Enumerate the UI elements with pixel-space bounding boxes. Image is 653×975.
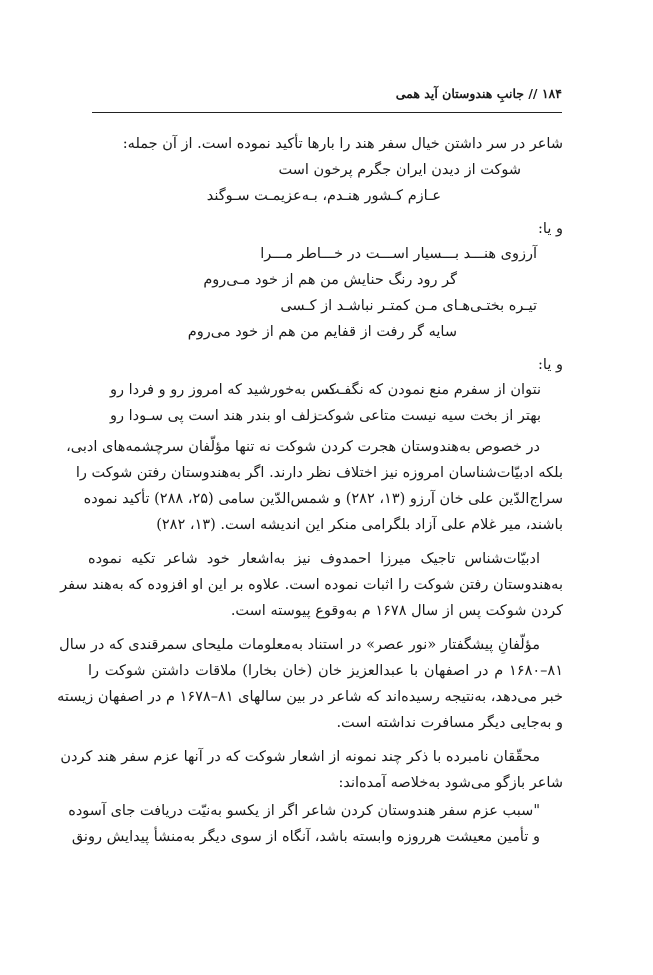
paragraph-3-line-1: مؤلّفانِ پیشگفتار «نور عصر» در استناد به‌معلومات ملیحای سمرقندی که در سال xyxy=(59,637,540,653)
quote-line-1: "سبب عزم سفر هندوستان کردن شاعر اگر از یکسو به‌نیّت دریافت جای آسوده xyxy=(68,803,540,819)
paragraph-3-line-4: و به‌جایی دیگر مسافرت نداشته است. xyxy=(336,715,563,731)
quote-line-2: و تأمین معیشت هرروزه وابسته باشد، آنگاه از سوی دیگر به‌منشأ پیدایش رونق xyxy=(71,829,540,845)
verse-3a-left: کس به‌خورشید که امروز رو و فردا رو xyxy=(110,382,336,398)
or-label-1: و یا: xyxy=(538,221,563,237)
verse-3a-right: نتوان از سفرم منع نمودن که نگفـت xyxy=(325,382,541,398)
paragraph-1-line-2: بلکه ادبیّات‌شناسان امروزه نیز اختلاف نظر دارند. اگر به‌هندوستان رفتن شوکت را xyxy=(75,465,563,481)
verse-2d: سایه گر رفت از قفایم من هم از خود می‌روم xyxy=(187,324,457,340)
page-number: ۱۸۴ xyxy=(541,86,562,101)
paragraph-1-line-3: سراج‌الدّین علی خان آرزو (۱۳، ۲۸۲) و شمس‌الدّین سامی (۲۵، ۲۸۸) تأکید نموده xyxy=(83,491,563,507)
header-rule xyxy=(92,112,562,113)
paragraph-2-line-1: ادبیّات‌شناس تاجیک میرزا احمدوف نیز به‌اشعار خود شاعر تکیه نموده xyxy=(88,551,540,567)
header-separator: // xyxy=(528,86,538,101)
or-label-2: و یا: xyxy=(538,357,563,373)
paragraph-1-line-1: در خصوص به‌هندوستان هجرت کردن شوکت نه تنها مؤلّفان سرچشمه‌های ادبی، xyxy=(66,439,540,455)
verse-1a: شوکت از دیدن ایران جگرم پرخون است xyxy=(278,162,521,178)
verse-3b-right: بهتر از بخت سیه نیست متاعی شوکت xyxy=(313,408,541,424)
verse-1b: عـازم کـشور هنـدم، بـه‌عزیمـت سـوگند xyxy=(206,188,441,204)
running-title: جانبِ هندوستان آید همی xyxy=(395,86,524,101)
paragraph-4-line-2: شاعر بازگو می‌شود به‌خلاصه آمده‌اند: xyxy=(338,775,563,791)
paragraph-4-line-1: محقّقان نامبرده با ذکر چند نمونه از اشعار شوکت که در آنها عزم سفر هند کردن xyxy=(60,749,540,765)
verse-3b-left: زلف او بندر هند است پی سـودا رو xyxy=(110,408,318,424)
verse-2b: گر رود رنگ حنایش من هم از خود مـی‌روم xyxy=(203,272,457,288)
running-header xyxy=(92,86,562,108)
paragraph-1-line-4: باشند، میر غلام علی آزاد بلگرامی منکر این اندیشه است. (۱۳، ۲۸۲) xyxy=(156,517,563,533)
paragraph-2-line-3: کردن شوکت پس از سال ۱۶۷۸ م به‌وقوع پیوسته است. xyxy=(230,603,563,619)
paragraph-3-line-3: خبر می‌دهد، به‌نتیجه رسیده‌اند که شاعر در بین سالهای ۸۱–۱۶۷۸ م در اصفهان زیسته xyxy=(57,689,563,705)
verse-2c: تیـره بختـی‌هـای مـن کمتـر نباشـد از کـسی xyxy=(280,298,537,314)
paragraph-3-line-2: ۸۱–۱۶۸۰ م در اصفهان با عبدالعزیز خان (خان بخارا) ملاقات داشتن شوکت را xyxy=(88,663,563,679)
intro-line: شاعر در سر داشتن خیال سفر هند را بارها تأکید نموده است. از آن جمله: xyxy=(122,136,563,152)
verse-2a: آرزوی هنـــد بـــسیار اســـت در خـــاطر مـــرا xyxy=(260,246,537,262)
paragraph-2-line-2: به‌هندوستان رفتن شوکت را اثبات نموده است. علاوه بر این او افزوده که به‌هند سفر xyxy=(60,577,563,593)
